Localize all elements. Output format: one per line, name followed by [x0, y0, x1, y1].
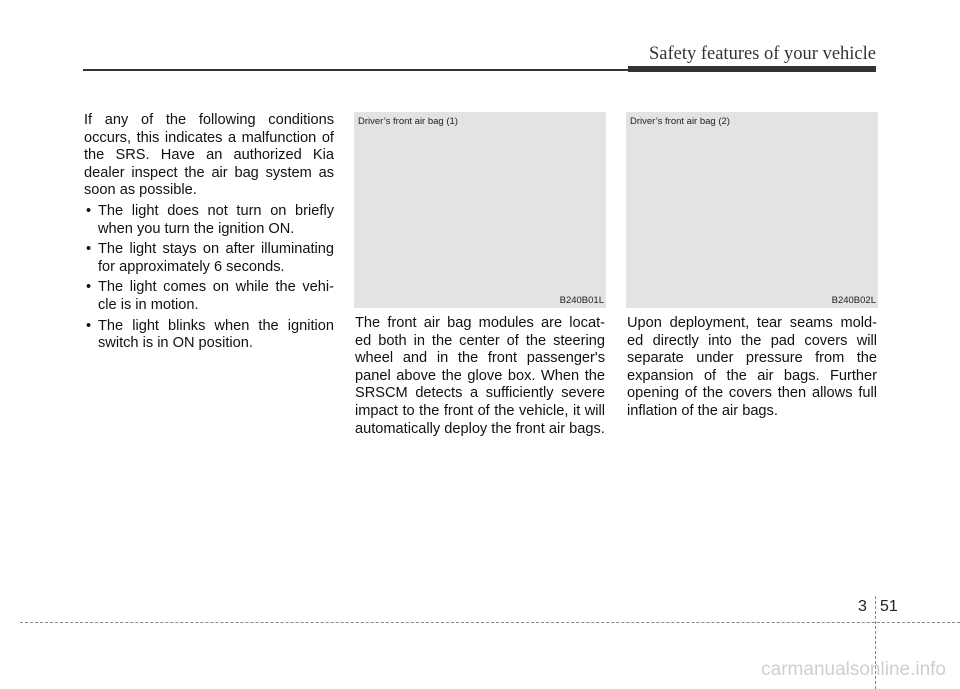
- column-1: [84, 112, 334, 356]
- figure-caption: Driver’s front air bag (1): [358, 116, 458, 127]
- list-item: • The light does not turn on briefly when you turn the ignition ON.: [84, 203, 334, 238]
- list-item: • The light comes on while the vehi- cle is in motion.: [84, 279, 334, 314]
- page-number: 51: [880, 598, 898, 615]
- chapter-number: 3: [858, 598, 867, 615]
- body-paragraph: The front air bag modules are locat- ed both in the center of the steering wheel and in the front passenger's panel above the glove box. When the SRSCM detects a sufficiently severe impact to the front of the vehicle, it will automatically deploy the front air bags.: [355, 315, 605, 437]
- figure-caption: Driver’s front air bag (2): [630, 116, 730, 127]
- footer-divider: [20, 622, 960, 623]
- figure-drivers-front-air-bag-2: [626, 112, 878, 308]
- header-rule-accent: [628, 66, 876, 72]
- column-2: [355, 315, 605, 438]
- watermark: carmanualsonline.info: [761, 659, 946, 680]
- figure-code: B240B02L: [831, 295, 876, 306]
- malfunction-list: [84, 203, 334, 353]
- figure-code: B240B01L: [559, 295, 604, 306]
- body-paragraph: Upon deployment, tear seams mold- ed directly into the pad covers will separate under pressure from the expansion of the air bags. Further opening of the covers then allows full inflation of the air bags.: [627, 315, 877, 419]
- list-item: • The light stays on after illuminating for approximately 6 seconds.: [84, 241, 334, 276]
- intro-paragraph: If any of the following conditions occurs, this indicates a malfunction of the SRS. Have an authorized Kia dealer inspect the air bag system as soon as possible.: [84, 112, 334, 199]
- column-3: [627, 315, 877, 421]
- list-item: • The light blinks when the ignition switch is in ON position.: [84, 318, 334, 353]
- figure-drivers-front-air-bag-1: [354, 112, 606, 308]
- section-title: Safety features of your vehicle: [648, 44, 876, 64]
